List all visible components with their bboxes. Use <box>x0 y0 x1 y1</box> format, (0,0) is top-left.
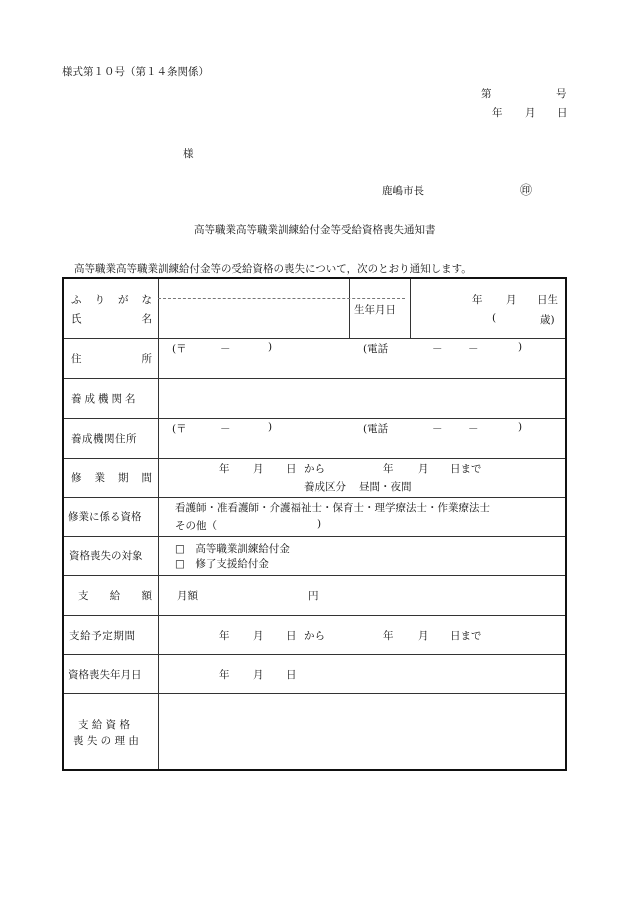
label-column-divider <box>158 279 159 769</box>
birth-label-left-divider <box>349 279 350 338</box>
planned-from: から <box>304 630 325 642</box>
institution-postal-open: (〒 <box>172 423 187 435</box>
period-start-year: 年 <box>219 463 230 475</box>
institution-address-label: 養成機関住所 <box>71 433 137 445</box>
address-postal-open: (〒 <box>172 343 187 355</box>
row-divider <box>64 536 565 537</box>
planned-start-year: 年 <box>219 630 230 642</box>
period-end-month: 月 <box>418 463 429 475</box>
row-divider <box>64 378 565 379</box>
planned-start-month: 月 <box>253 630 264 642</box>
address-postal-dash: － <box>220 343 231 355</box>
period-until: 日まで <box>450 463 482 475</box>
institution-postal-close: ) <box>268 421 273 433</box>
address-phone-open: (電話 <box>363 343 389 355</box>
institution-phone-close: ) <box>518 421 523 433</box>
amount-monthly: 月額 <box>177 590 198 602</box>
study-period-label: 修 業 期 間 <box>71 472 152 484</box>
age-open: ( <box>492 312 497 324</box>
loss-target-label: 資格喪失の対象 <box>69 550 143 562</box>
loss-date-label: 資格喪失年月日 <box>68 669 142 681</box>
form-number: 様式第１０号（第１４条関係） <box>62 66 209 78</box>
birth-day: 日生 <box>537 294 558 306</box>
issuer-name: 鹿嶋市長 <box>382 185 424 197</box>
planned-start-day: 日 <box>286 630 297 642</box>
address-postal-close: ) <box>268 341 273 353</box>
training-type-label: 養成区分 <box>304 481 346 493</box>
period-end-year: 年 <box>383 463 394 475</box>
issue-date-day: 日 <box>557 107 568 119</box>
recipient-suffix: 様 <box>183 148 194 160</box>
institution-phone-dash-2: － <box>468 423 479 435</box>
address-phone-dash-1: － <box>432 343 443 355</box>
birth-month: 月 <box>506 294 517 306</box>
qualification-list: 看護師・准看護師・介護福祉士・保育士・理学療法士・作業療法士 <box>175 502 490 514</box>
doc-number-go: 号 <box>556 88 567 100</box>
institution-phone-open: (電話 <box>363 423 389 435</box>
institution-postal-dash: － <box>220 423 231 435</box>
birth-year: 年 <box>472 294 483 306</box>
planned-until: 日まで <box>450 630 482 642</box>
row-divider <box>64 693 565 694</box>
loss-reason-label-line2: 喪 失 の 理 由 <box>73 735 139 747</box>
qualification-label: 修業に係る資格 <box>68 511 142 523</box>
row-divider <box>64 615 565 616</box>
institution-name-label: 養成機関名 <box>71 393 139 405</box>
seal-mark: ㊞ <box>520 183 533 197</box>
furigana-label: ふ り が な <box>71 294 152 306</box>
amount-yen: 円 <box>308 590 319 602</box>
training-type-value: 昼間・夜間 <box>359 481 412 493</box>
furigana-dashed-divider <box>158 298 405 299</box>
name-label: 氏 名 <box>71 313 152 325</box>
loss-date-day: 日 <box>286 669 297 681</box>
birth-label-right-divider <box>410 279 411 338</box>
row-divider <box>64 575 565 576</box>
row-divider <box>64 497 565 498</box>
age-close: 歳) <box>540 314 555 326</box>
row-divider <box>64 418 565 419</box>
row-divider <box>64 654 565 655</box>
form-table <box>62 277 567 771</box>
target-option-completion-benefit: □ 修了支援給付金 <box>175 558 269 570</box>
qualification-other-close: ) <box>317 518 322 530</box>
issue-date-month: 月 <box>525 107 536 119</box>
loss-date-month: 月 <box>253 669 264 681</box>
planned-end-month: 月 <box>418 630 429 642</box>
document-intro: 高等職業高等職業訓練給付金等の受給資格の喪失について，次のとおり通知します。 <box>74 263 472 275</box>
qualification-other: その他（ <box>175 520 217 532</box>
institution-phone-dash-1: － <box>432 423 443 435</box>
birth-date-label: 生年月日 <box>354 304 396 316</box>
period-start-month: 月 <box>253 463 264 475</box>
row-divider <box>64 338 565 339</box>
address-phone-close: ) <box>518 341 523 353</box>
period-start-day: 日 <box>286 463 297 475</box>
issue-date-year: 年 <box>492 107 503 119</box>
amount-label: 支 給 額 <box>78 590 152 602</box>
address-label: 住 所 <box>71 353 152 365</box>
document-title: 高等職業高等職業訓練給付金等受給資格喪失通知書 <box>194 224 436 236</box>
planned-period-label: 支給予定期間 <box>69 630 136 642</box>
row-divider <box>64 458 565 459</box>
loss-reason-label-line1: 支 給 資 格 <box>78 719 131 731</box>
doc-number-dai: 第 <box>481 88 492 100</box>
address-phone-dash-2: － <box>468 343 479 355</box>
period-from: から <box>304 463 325 475</box>
target-option-training-benefit: □ 高等職業訓練給付金 <box>175 543 290 555</box>
loss-date-year: 年 <box>219 669 230 681</box>
planned-end-year: 年 <box>383 630 394 642</box>
